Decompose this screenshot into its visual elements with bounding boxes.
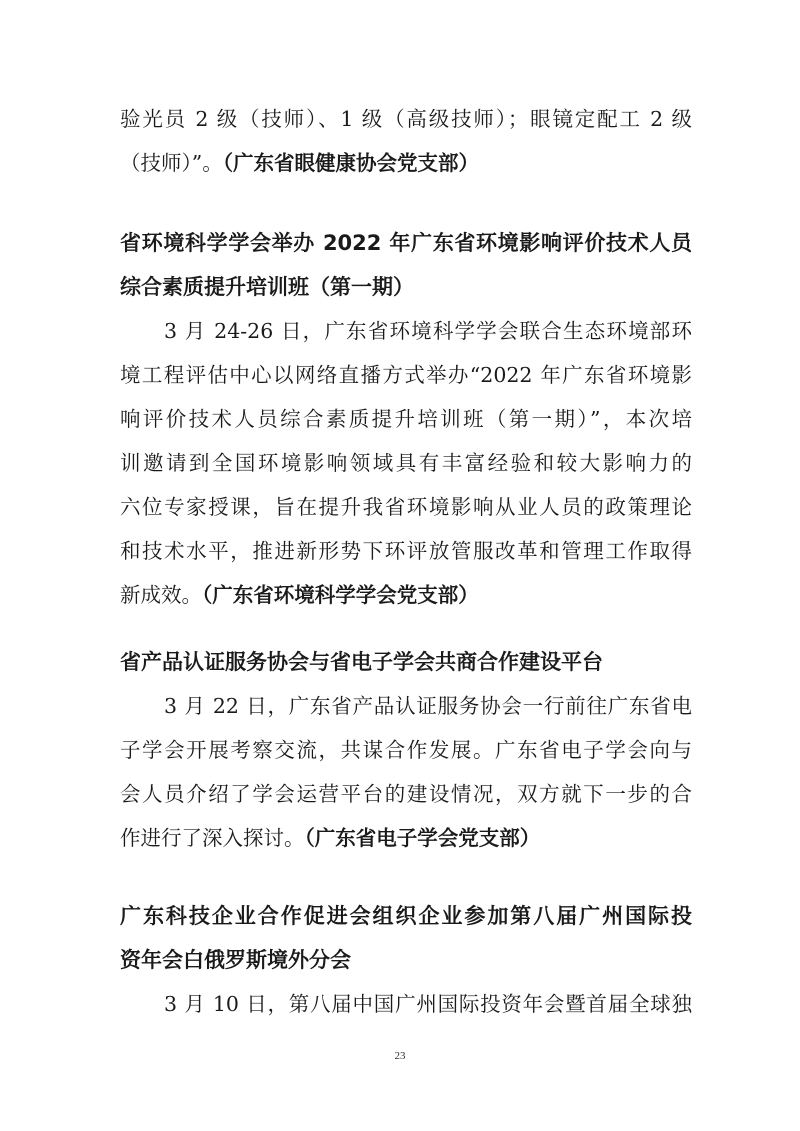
article-title [120, 640, 692, 684]
continuation-paragraph [120, 97, 692, 185]
source-attribution: （广东省环境科学学会党支部） [202, 583, 479, 607]
page-number: 23 [394, 1050, 406, 1062]
title-line: 省环境科学学会举办 2022 年广东省环境影响评价技术人员 [120, 231, 692, 255]
paragraph-text: （技师）”。 [120, 151, 223, 175]
source-attribution: （广东省眼健康协会党支部） [222, 151, 479, 175]
article-body [120, 684, 692, 860]
paragraph-line [120, 816, 692, 860]
paragraph-line: 训邀请到全国环境影响领域具有丰富经验和较大影响力的 [120, 451, 692, 475]
paragraph-line: 响评价技术人员综合素质提升培训班（第一期）”，本次培 [120, 407, 692, 431]
paragraph-text: 新成效。 [120, 583, 202, 607]
paragraph-line: 3 月 24-26 日，广东省环境科学学会联合生态环境部环 [164, 319, 692, 343]
title-line: 综合素质提升培训班（第一期） [120, 275, 414, 299]
paragraph-line: 3 月 22 日，广东省产品认证服务协会一行前往广东省电 [164, 694, 692, 718]
title-line: 资年会白俄罗斯境外分会 [120, 948, 351, 972]
paragraph-line: 六位专家授课，旨在提升我省环境影响从业人员的政策理论 [120, 495, 692, 519]
article-title [120, 221, 692, 309]
paragraph-line: 3 月 10 日，第八届中国广州国际投资年会暨首届全球独 [164, 992, 692, 1016]
paragraph-text: 作进行了深入探讨。 [120, 826, 305, 850]
source-attribution: （广东省电子学会党支部） [304, 826, 541, 850]
paragraph-line: 会人员介绍了学会运营平台的建设情况，双方就下一步的合 [120, 782, 692, 806]
paragraph-line [120, 573, 692, 617]
paragraph-line: 和技术水平，推进新形势下环评放管服改革和管理工作取得 [120, 539, 692, 563]
paragraph-line: 境工程评估中心以网络直播方式举办“2022 年广东省环境影 [120, 363, 692, 387]
paragraph-line [120, 141, 692, 185]
article-title [120, 894, 692, 982]
title-line: 省产品认证服务协会与省电子学会共商合作建设平台 [120, 650, 603, 674]
article-body [120, 982, 692, 1026]
title-line: 广东科技企业合作促进会组织企业参加第八届广州国际投 [120, 904, 692, 928]
article-body [120, 309, 692, 617]
paragraph-line: 验光员 2 级（技师）、1 级（高级技师）；眼镜定配工 2 级 [120, 107, 692, 131]
paragraph-line: 子学会开展考察交流，共谋合作发展。广东省电子学会向与 [120, 738, 692, 762]
